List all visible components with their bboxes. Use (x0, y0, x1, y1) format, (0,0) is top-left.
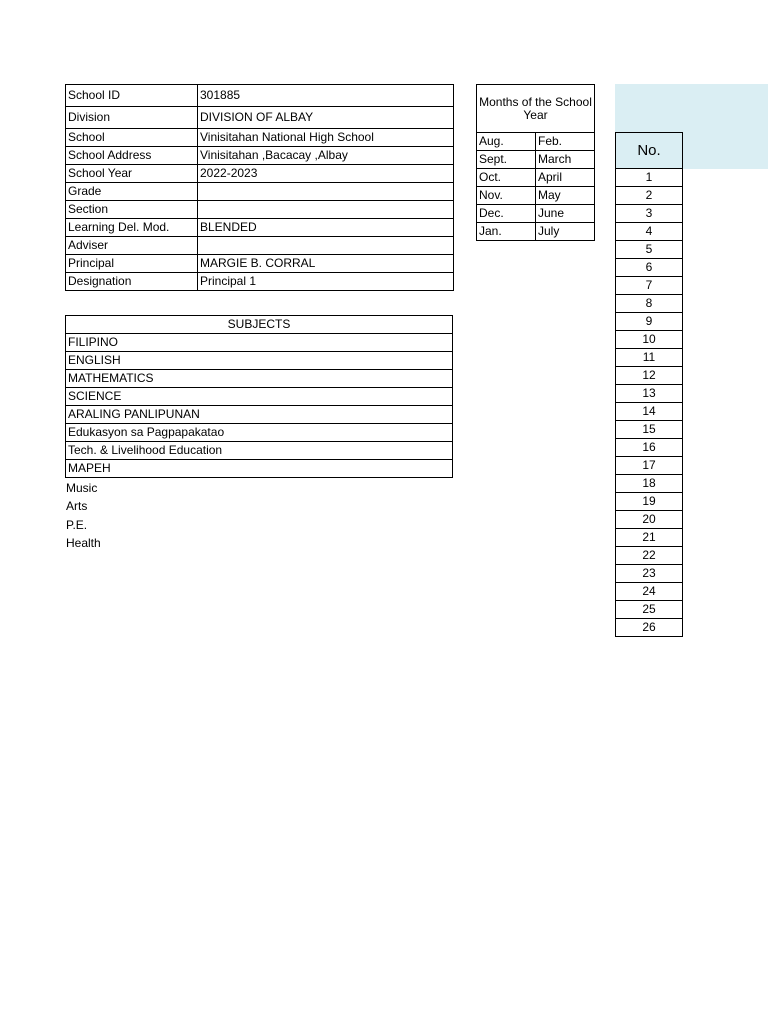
info-row (66, 201, 454, 219)
mapeh-component: Health (66, 535, 101, 550)
month-cell: Sept. (477, 151, 536, 169)
info-value: 2022-2023 (198, 165, 454, 183)
month-cell: July (536, 223, 595, 241)
months-row (477, 223, 595, 241)
info-value (198, 183, 454, 201)
info-value: Vinisitahan National High School (198, 129, 454, 147)
number-cell: 12 (616, 367, 683, 385)
info-label: Principal (66, 255, 198, 273)
info-label: Grade (66, 183, 198, 201)
number-cell: 23 (616, 565, 683, 583)
info-value: BLENDED (198, 219, 454, 237)
subject-item: FILIPINO (66, 334, 453, 352)
info-row (66, 147, 454, 165)
number-cell: 4 (616, 223, 683, 241)
school-info-table (65, 84, 454, 291)
number-cell: 11 (616, 349, 683, 367)
number-cell: 26 (616, 619, 683, 637)
info-label: School Address (66, 147, 198, 165)
number-cell: 21 (616, 529, 683, 547)
info-row (66, 219, 454, 237)
number-cell: 15 (616, 421, 683, 439)
months-row (477, 169, 595, 187)
number-cell: 1 (616, 169, 683, 187)
info-label: School ID (66, 85, 198, 107)
months-row (477, 151, 595, 169)
month-cell: Jan. (477, 223, 536, 241)
subjects-table (65, 315, 453, 478)
number-cell: 22 (616, 547, 683, 565)
month-cell: Oct. (477, 169, 536, 187)
mapeh-component: Music (66, 481, 98, 495)
number-cell: 5 (616, 241, 683, 259)
info-value: Vinisitahan ,Bacacay ,Albay (198, 147, 454, 165)
number-cell: 20 (616, 511, 683, 529)
number-cell: 8 (616, 295, 683, 313)
number-cell: 13 (616, 385, 683, 403)
number-cell: 18 (616, 475, 683, 493)
month-cell: Nov. (477, 187, 536, 205)
info-row (66, 85, 454, 107)
mapeh-component: P.E. (66, 517, 88, 532)
info-row (66, 237, 454, 255)
months-header: Months of the School Year (477, 85, 595, 133)
month-cell: June (536, 205, 595, 223)
months-table (476, 84, 595, 241)
month-cell: Feb. (536, 133, 595, 151)
number-cell: 17 (616, 457, 683, 475)
number-cell: 7 (616, 277, 683, 295)
subject-item: ARALING PANLIPUNAN (66, 406, 453, 424)
months-row (477, 205, 595, 223)
month-cell: May (536, 187, 595, 205)
month-cell: Dec. (477, 205, 536, 223)
number-cell: 16 (616, 439, 683, 457)
info-value (198, 201, 454, 219)
month-cell: April (536, 169, 595, 187)
info-row (66, 165, 454, 183)
months-row (477, 133, 595, 151)
subject-item: Tech. & Livelihood Education (66, 442, 453, 460)
info-row (66, 183, 454, 201)
info-row (66, 273, 454, 291)
subjects-header: SUBJECTS (66, 316, 453, 334)
month-cell: Aug. (477, 133, 536, 151)
number-cell: 2 (616, 187, 683, 205)
number-cell: 25 (616, 601, 683, 619)
info-label: Designation (66, 273, 198, 291)
info-label: School (66, 129, 198, 147)
number-cell: 6 (616, 259, 683, 277)
number-header: No. (616, 133, 683, 169)
subject-item: Edukasyon sa Pagpapakatao (66, 424, 453, 442)
info-row (66, 129, 454, 147)
number-cell: 3 (616, 205, 683, 223)
info-label: School Year (66, 165, 198, 183)
mapeh-component: Arts (66, 499, 88, 514)
month-cell: March (536, 151, 595, 169)
info-value: 301885 (198, 85, 454, 107)
number-cell: 24 (616, 583, 683, 601)
subject-item: ENGLISH (66, 352, 453, 370)
info-row (66, 107, 454, 129)
number-cell: 9 (616, 313, 683, 331)
info-value: MARGIE B. CORRAL (198, 255, 454, 273)
info-label: Section (66, 201, 198, 219)
info-value: DIVISION OF ALBAY (198, 107, 454, 129)
mapeh-components (66, 479, 101, 552)
info-label: Division (66, 107, 198, 129)
info-value: Principal 1 (198, 273, 454, 291)
info-value (198, 237, 454, 255)
subject-item: SCIENCE (66, 388, 453, 406)
number-cell: 10 (616, 331, 683, 349)
info-label: Adviser (66, 237, 198, 255)
info-label: Learning Del. Mod. (66, 219, 198, 237)
number-cell: 14 (616, 403, 683, 421)
info-row (66, 255, 454, 273)
number-column (615, 132, 683, 637)
subject-item: MATHEMATICS (66, 370, 453, 388)
subject-item: MAPEH (66, 460, 453, 478)
number-cell: 19 (616, 493, 683, 511)
months-row (477, 187, 595, 205)
